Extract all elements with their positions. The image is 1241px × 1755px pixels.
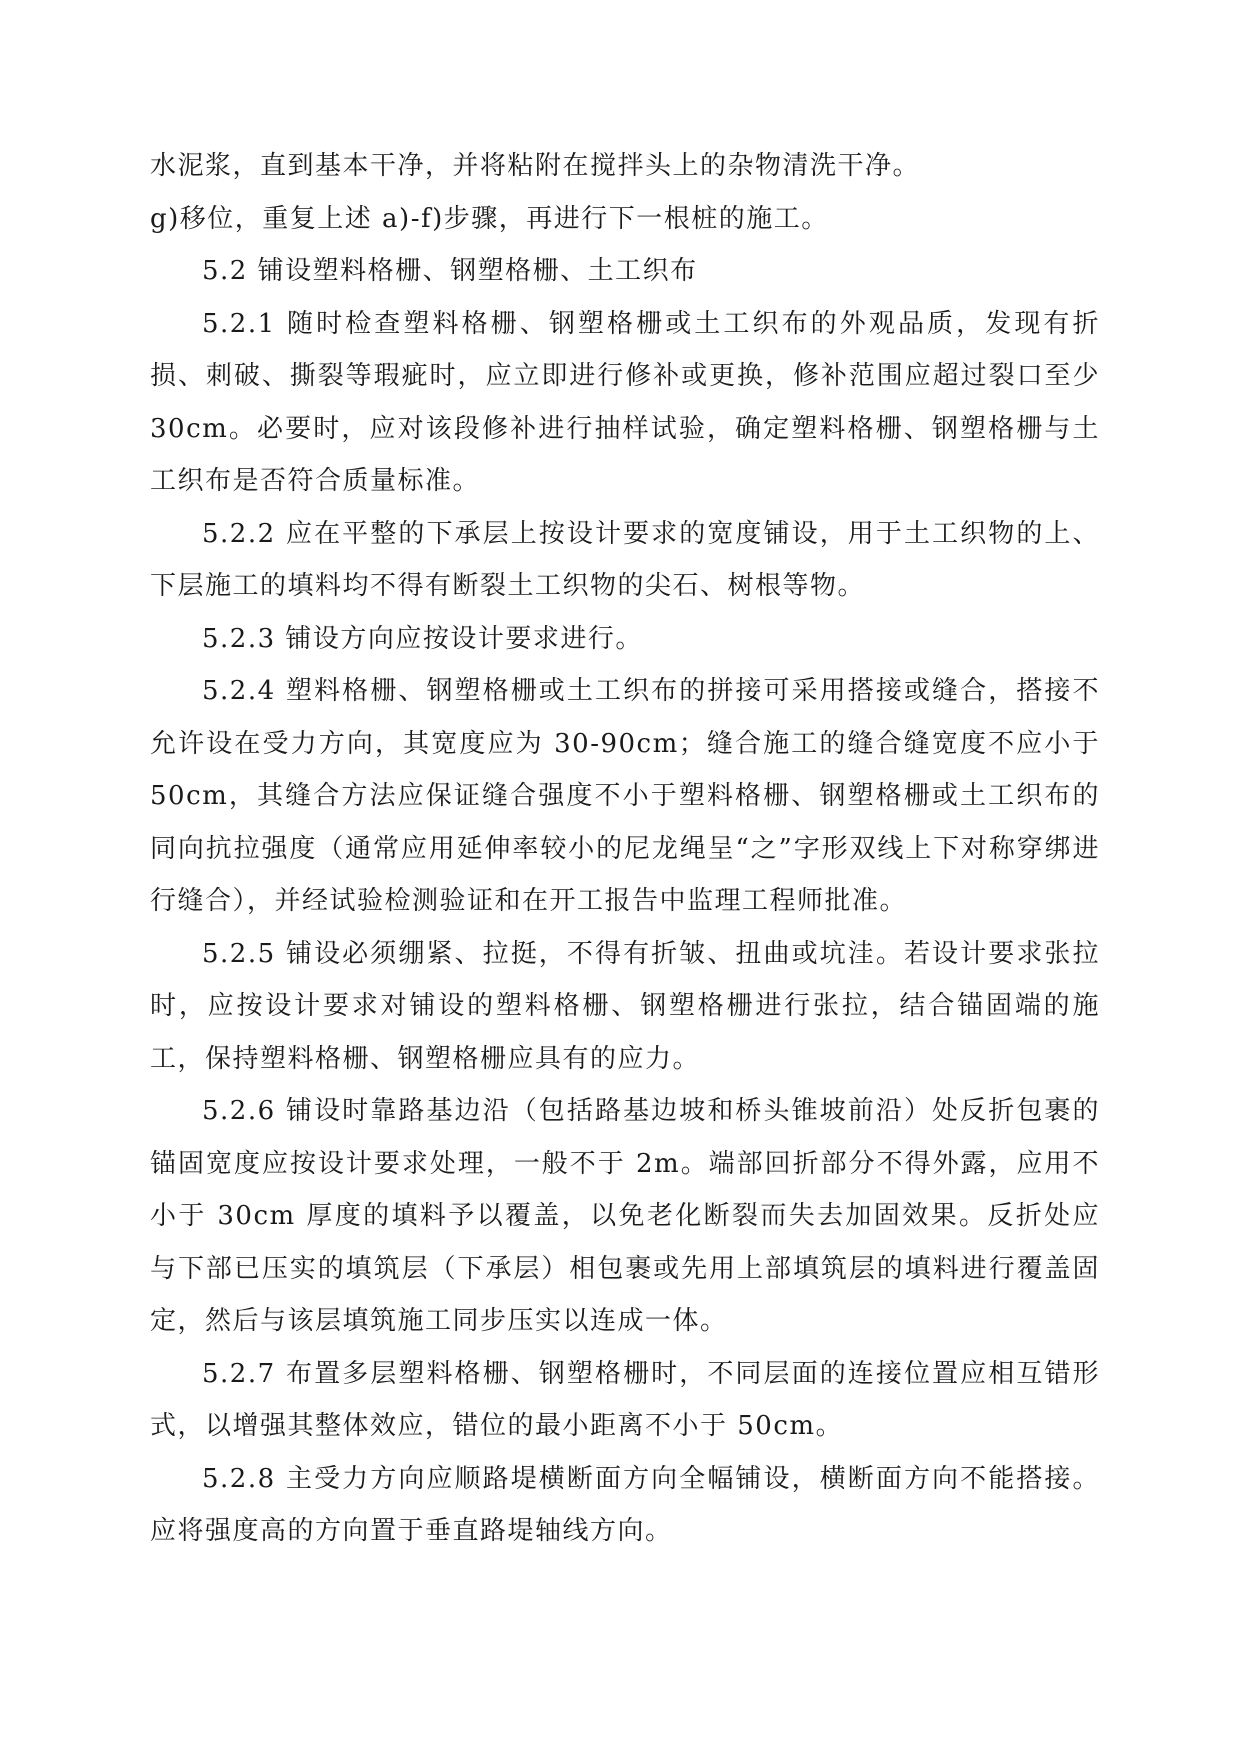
clause-5-2-1: 5.2.1 随时检查塑料格栅、钢塑格栅或土工织布的外观品质，发现有折损、刺破、撕裂等瑕疵时，应立即进行修补或更换，修补范围应超过裂口至少 30cm。必要时，应对该段修补进行抽样试验，确定塑料格栅、钢塑格栅与土工织布是否符合质量标准。 (150, 308, 1100, 496)
section-heading-5-2: 5.2 铺设塑料格栅、钢塑格栅、土工织布 (202, 256, 698, 286)
paragraph-cleaning: 水泥浆，直到基本干净，并将粘附在搅拌头上的杂物清洗干净。 (150, 151, 921, 181)
clause-5-2-7: 5.2.7 布置多层塑料格栅、钢塑格栅时，不同层面的连接位置应相互错形式，以增强其整体效应，错位的最小距离不小于 50cm。 (150, 1358, 1100, 1441)
clause-5-2-3: 5.2.3 铺设方向应按设计要求进行。 (202, 623, 643, 654)
document-body (150, 140, 1100, 1558)
clause-5-2-8: 5.2.8 主受力方向应顺路堤横断面方向全幅铺设，横断面方向不能搭接。应将强度高的方向置于垂直路堤轴线方向。 (150, 1463, 1100, 1546)
clause-5-2-5: 5.2.5 铺设必须绷紧、拉挺，不得有折皱、扭曲或坑洼。若设计要求张拉时，应按设计要求对铺设的塑料格栅、钢塑格栅进行张拉，结合锚固端的施工，保持塑料格栅、钢塑格栅应具有的应力。 (150, 938, 1100, 1074)
clause-5-2-6: 5.2.6 铺设时靠路基边沿（包括路基边坡和桥头锥坡前沿）处反折包裹的锚固宽度应按设计要求处理，一般不于 2m。端部回折部分不得外露，应用不小于 30cm 厚度的填料予以覆盖，以免老化断裂而失去加固效果。反折处应与下部已压实的填筑层（下承层）相包裹或先用上部填筑层的填料进行覆盖固定，然后与该层填筑施工同步压实以连成一体。 (150, 1096, 1100, 1336)
clause-5-2-2: 5.2.2 应在平整的下承层上按设计要求的宽度铺设，用于土工织物的上、下层施工的填料均不得有断裂土工织物的尖石、树根等物。 (150, 518, 1100, 601)
clause-5-2-4: 5.2.4 塑料格栅、钢塑格栅或土工织布的拼接可采用搭接或缝合，搭接不允许设在受力方向，其宽度应为 30-90cm；缝合施工的缝合缝宽度不应小于 50cm，其缝合方法应保证缝合强度不小于塑料格栅、钢塑格栅或土工织布的同向抗拉强度（通常应用延伸率较小的尼龙绳呈“之”字形双线上下对称穿绑进行缝合），并经试验检测验证和在开工报告中监理工程师批准。 (150, 676, 1100, 916)
paragraph-move-position: g)移位，重复上述 a)-f)步骤，再进行下一根桩的施工。 (150, 203, 829, 234)
